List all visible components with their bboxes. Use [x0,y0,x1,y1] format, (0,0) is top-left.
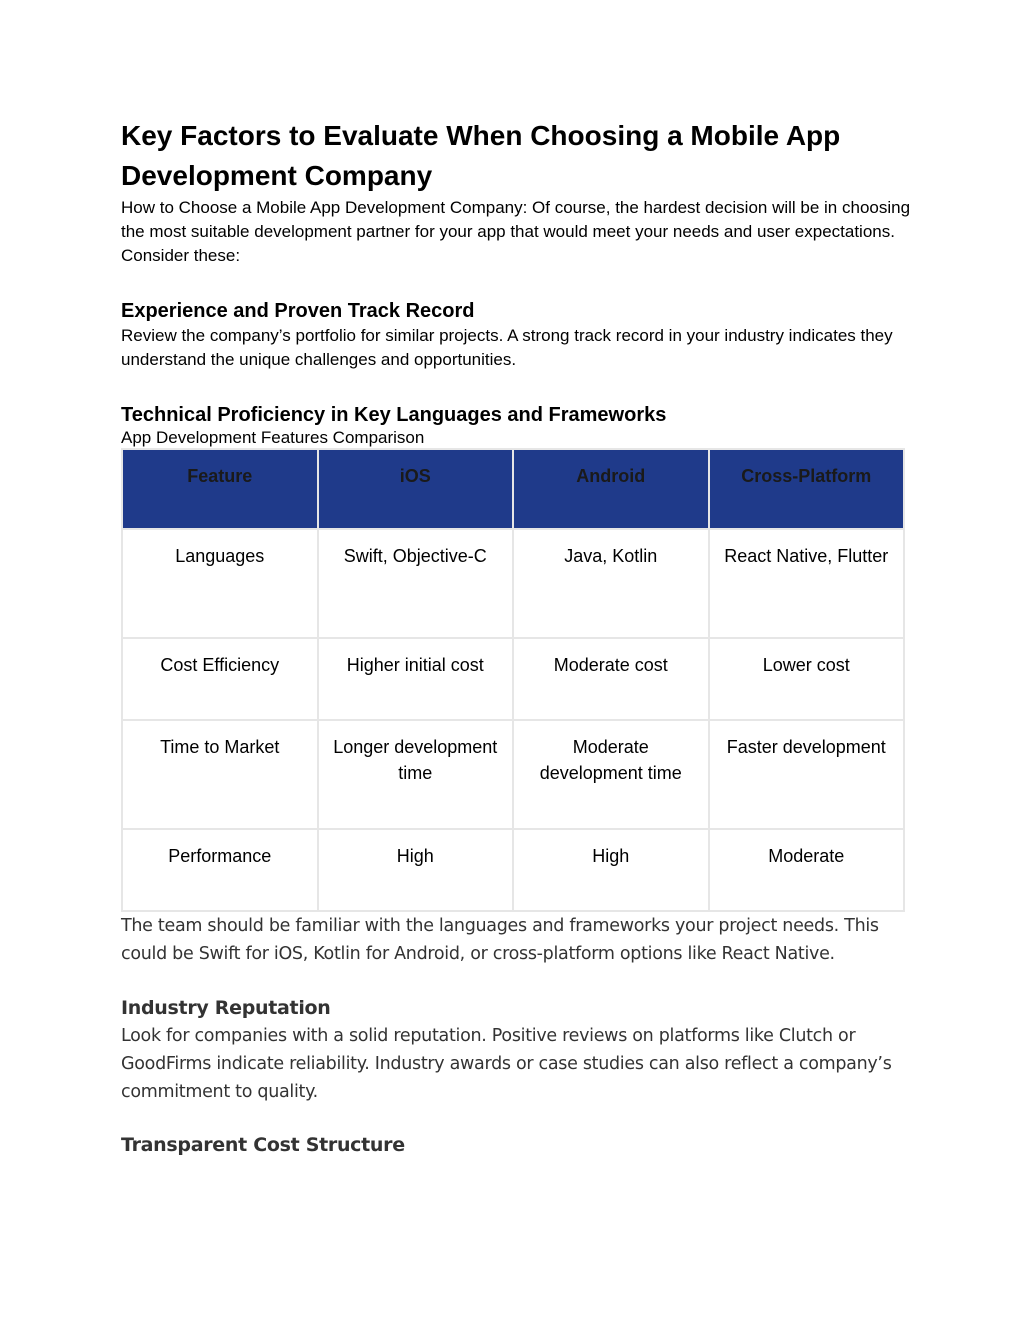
table-cell: Moderate [709,829,905,911]
table-cell: Swift, Objective-C [318,529,514,638]
table-row [122,638,904,720]
table-header-cell: Android [513,449,709,529]
document-content [121,116,911,1159]
table-header-cell: Feature [122,449,318,529]
section-heading-experience: Experience and Proven Track Record [121,300,475,322]
table-cell: Java, Kotlin [513,529,709,638]
table-cell: High [318,829,514,911]
section-body-experience: Review the company’s portfolio for similar projects. A strong track record in your industry indicates they understand the unique challenges and opportunities. [121,326,893,369]
table-header-cell: Cross-Platform [709,449,905,529]
section-body-technical: The team should be familiar with the languages and frameworks your project needs. This could be Swift for iOS, Kotlin for Android, or cross-platform options like React Native. [121,916,879,964]
table-row [122,720,904,829]
table-cell: Faster development [709,720,905,829]
table-cell: Moderate cost [513,638,709,720]
section-heading-technical: Technical Proficiency in Key Languages and Frameworks [121,404,667,426]
table-row [122,529,904,638]
section-body-reputation: Look for companies with a solid reputation. Positive reviews on platforms like Clutch or GoodFirms indicate reliability. Industry awards or case studies can also reflect a company’s commitment to quality. [121,1026,892,1102]
page-title: Key Factors to Evaluate When Choosing a Mobile App Development Company [121,120,841,191]
intro-paragraph: How to Choose a Mobile App Development Company: Of course, the hardest decision will be in choosing the most suitable development partner for your app that would meet your needs and user expectations. Consider these: [121,198,911,265]
table-cell: Performance [122,829,318,911]
table-cell: High [513,829,709,911]
comparison-table [121,448,905,912]
table-header-cell: iOS [318,449,514,529]
table-caption: App Development Features Comparison [121,428,425,447]
table-cell: Lower cost [709,638,905,720]
table-header-row [122,449,904,529]
table-row [122,829,904,911]
table-cell: Cost Efficiency [122,638,318,720]
section-heading-reputation: Industry Reputation [121,997,331,1019]
table-cell: Higher initial cost [318,638,514,720]
table-cell: Time to Market [122,720,318,829]
table-cell: Moderate development time [513,720,709,829]
section-heading-cost: Transparent Cost Structure [121,1134,405,1156]
table-cell: Longer development time [318,720,514,829]
table-cell: Languages [122,529,318,638]
table-cell: React Native, Flutter [709,529,905,638]
